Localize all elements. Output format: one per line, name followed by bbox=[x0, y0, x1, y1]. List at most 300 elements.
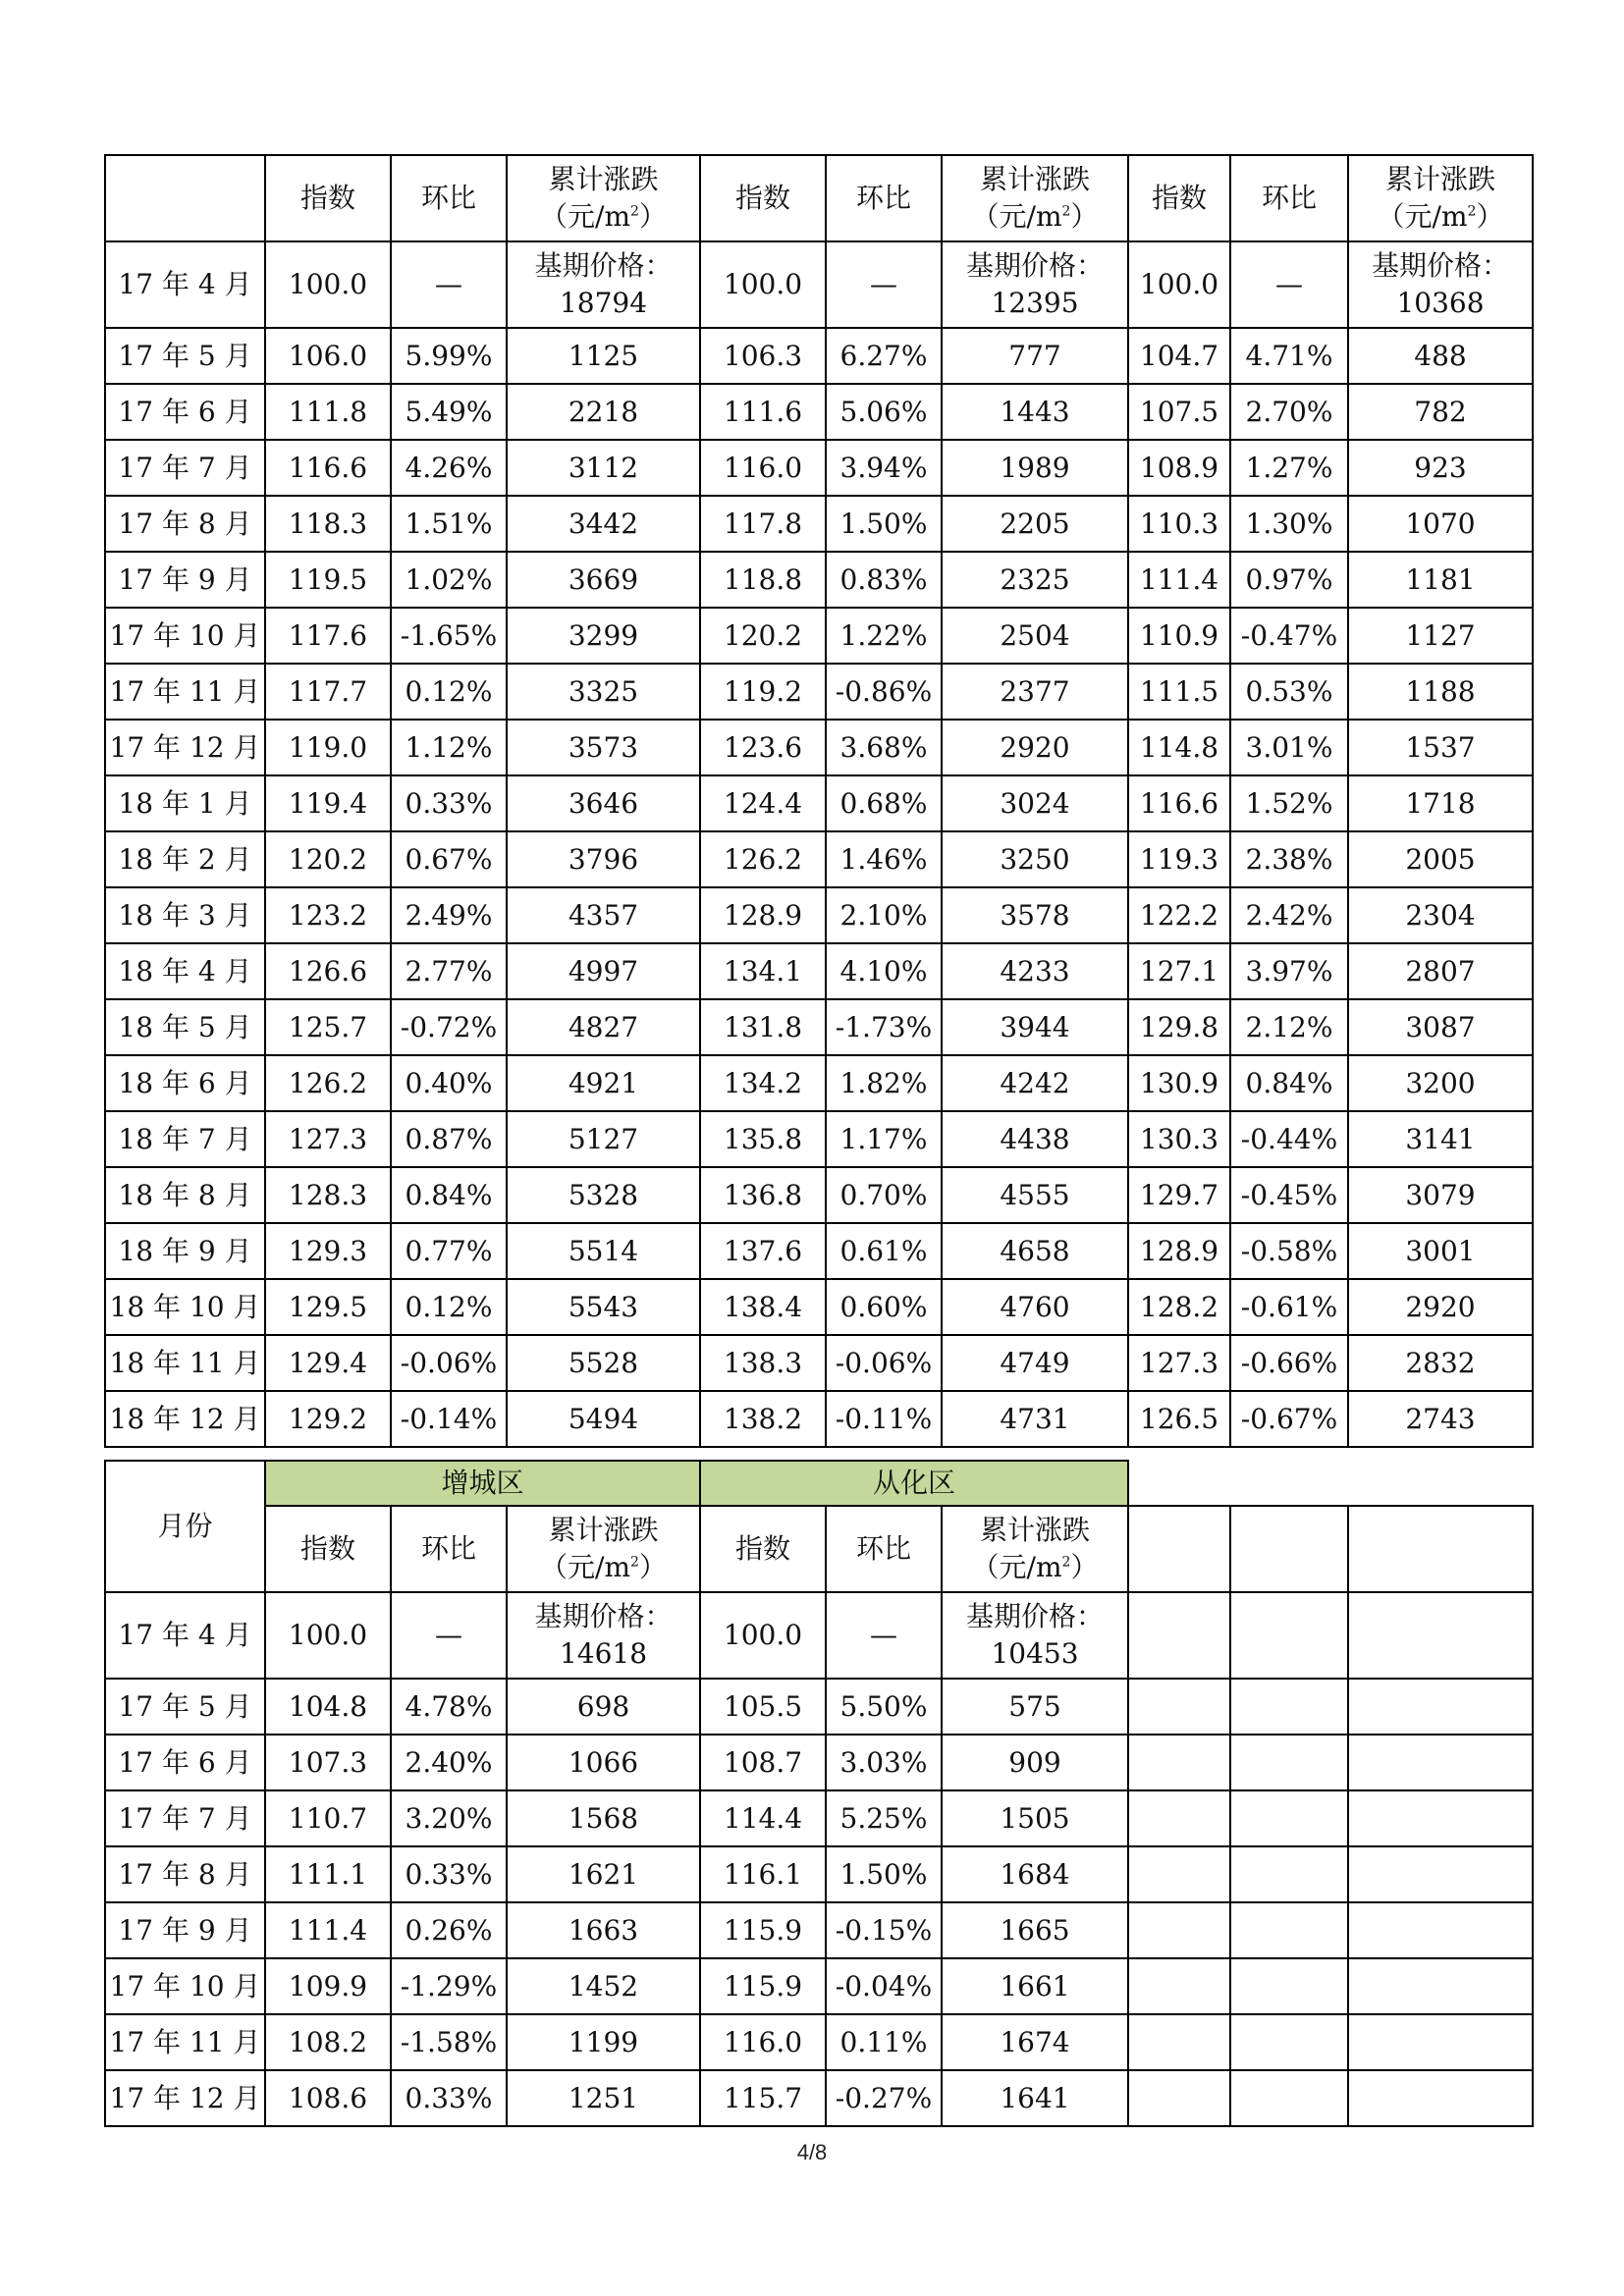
index-cell: 135.8 bbox=[700, 1111, 826, 1167]
table-row bbox=[105, 1902, 1533, 1958]
empty-cell bbox=[1348, 1735, 1533, 1790]
page-number: 4/8 bbox=[796, 2140, 828, 2164]
col-header-mom: 环比 bbox=[1230, 155, 1348, 241]
mom-cell: -0.06% bbox=[391, 1335, 507, 1391]
table-row bbox=[105, 831, 1533, 887]
table-row bbox=[105, 1167, 1533, 1223]
month-cell: 18 年 1 月 bbox=[105, 775, 265, 831]
index-cell: 118.3 bbox=[265, 496, 391, 552]
table-row bbox=[105, 384, 1533, 440]
cumulative-cell: 1684 bbox=[942, 1846, 1128, 1902]
cumulative-label: 累计涨跌 bbox=[979, 163, 1090, 195]
index-cell: 100.0 bbox=[265, 241, 391, 328]
index-cell: 126.5 bbox=[1128, 1391, 1230, 1447]
empty-cell bbox=[1128, 1902, 1230, 1958]
mom-cell: 0.84% bbox=[391, 1167, 507, 1223]
mom-cell: 1.22% bbox=[826, 608, 942, 664]
index-cell: 120.2 bbox=[700, 608, 826, 664]
col-header-mom: 环比 bbox=[391, 155, 507, 241]
cumulative-cell: 3573 bbox=[507, 720, 700, 775]
table-row bbox=[105, 1335, 1533, 1391]
cumulative-cell: 3001 bbox=[1348, 1223, 1533, 1279]
table-row bbox=[105, 1958, 1533, 2014]
empty-cell bbox=[1128, 2070, 1230, 2126]
mom-cell: 1.12% bbox=[391, 720, 507, 775]
col-header-index: 指数 bbox=[265, 1506, 391, 1592]
mom-cell: 3.20% bbox=[391, 1790, 507, 1846]
mom-cell: -0.11% bbox=[826, 1391, 942, 1447]
index-cell: 119.0 bbox=[265, 720, 391, 775]
mom-cell: 0.33% bbox=[391, 775, 507, 831]
mom-cell: — bbox=[826, 1592, 942, 1679]
cumulative-cell: 1989 bbox=[942, 440, 1128, 496]
unit-sup: 2 bbox=[630, 1554, 639, 1571]
index-cell: 117.8 bbox=[700, 496, 826, 552]
mom-cell: -0.72% bbox=[391, 999, 507, 1055]
month-cell: 17 年 12 月 bbox=[105, 720, 265, 775]
index-cell: 111.6 bbox=[700, 384, 826, 440]
cumulative-cell: 1125 bbox=[507, 328, 700, 384]
index-cell: 129.5 bbox=[265, 1279, 391, 1335]
cumulative-cell: 2920 bbox=[1348, 1279, 1533, 1335]
empty-cell bbox=[1128, 1790, 1230, 1846]
mom-cell: 5.49% bbox=[391, 384, 507, 440]
mom-cell: -0.47% bbox=[1230, 608, 1348, 664]
empty-cell bbox=[1230, 1958, 1348, 2014]
cumulative-cell: 1505 bbox=[942, 1790, 1128, 1846]
mom-cell: 4.78% bbox=[391, 1679, 507, 1735]
mom-cell: 5.99% bbox=[391, 328, 507, 384]
cumulative-cell: 1066 bbox=[507, 1735, 700, 1790]
cumulative-cell: 777 bbox=[942, 328, 1128, 384]
empty-cell bbox=[1230, 2070, 1348, 2126]
index-cell: 119.2 bbox=[700, 664, 826, 720]
cumulative-cell: 3024 bbox=[942, 775, 1128, 831]
unit-sup: 2 bbox=[1061, 1554, 1071, 1571]
cumulative-cell: 2807 bbox=[1348, 943, 1533, 999]
table-row bbox=[105, 608, 1533, 664]
mom-cell: 0.68% bbox=[826, 775, 942, 831]
mom-cell: 3.01% bbox=[1230, 720, 1348, 775]
cumulative-cell: 1452 bbox=[507, 1958, 700, 2014]
empty-cell bbox=[1230, 1679, 1348, 1735]
mom-cell: 0.77% bbox=[391, 1223, 507, 1279]
mom-cell: -0.67% bbox=[1230, 1391, 1348, 1447]
index-cell: 111.8 bbox=[265, 384, 391, 440]
index-cell: 116.1 bbox=[700, 1846, 826, 1902]
mom-cell: 0.84% bbox=[1230, 1055, 1348, 1111]
month-cell: 17 年 4 月 bbox=[105, 1592, 265, 1679]
month-cell: 17 年 4 月 bbox=[105, 241, 265, 328]
index-cell: 108.9 bbox=[1128, 440, 1230, 496]
mom-cell: 2.42% bbox=[1230, 887, 1348, 943]
district-header: 增城区 bbox=[265, 1461, 700, 1506]
cumulative-cell: 4827 bbox=[507, 999, 700, 1055]
cumulative-cell: 5328 bbox=[507, 1167, 700, 1223]
month-cell: 17 年 5 月 bbox=[105, 1679, 265, 1735]
table-row bbox=[105, 496, 1533, 552]
empty-cell bbox=[1128, 1958, 1230, 2014]
cumulative-cell: 4233 bbox=[942, 943, 1128, 999]
mom-cell: 2.10% bbox=[826, 887, 942, 943]
mom-cell: 2.38% bbox=[1230, 831, 1348, 887]
col-header-cumulative bbox=[507, 1506, 700, 1592]
base-price-label: 基期价格： bbox=[534, 1600, 673, 1632]
month-cell: 17 年 11 月 bbox=[105, 2014, 265, 2070]
cumulative-cell: 1199 bbox=[507, 2014, 700, 2070]
table-row bbox=[105, 720, 1533, 775]
cumulative-cell: 4731 bbox=[942, 1391, 1128, 1447]
price-index-table-2 bbox=[104, 1460, 1534, 2127]
index-cell: 126.2 bbox=[700, 831, 826, 887]
month-cell: 17 年 10 月 bbox=[105, 608, 265, 664]
base-price-value: 12395 bbox=[991, 287, 1079, 319]
index-cell: 122.2 bbox=[1128, 887, 1230, 943]
index-cell: 109.9 bbox=[265, 1958, 391, 2014]
unit-close: ） bbox=[638, 200, 667, 233]
table-row bbox=[105, 887, 1533, 943]
cumulative-cell: 3200 bbox=[1348, 1055, 1533, 1111]
table-row-base bbox=[105, 241, 1533, 328]
col-header-index: 指数 bbox=[265, 155, 391, 241]
cumulative-cell: 1537 bbox=[1348, 720, 1533, 775]
base-price-label: 基期价格： bbox=[965, 1600, 1104, 1632]
mom-cell: -0.86% bbox=[826, 664, 942, 720]
empty-cell bbox=[1348, 1679, 1533, 1735]
month-cell: 18 年 6 月 bbox=[105, 1055, 265, 1111]
empty-cell bbox=[1230, 1902, 1348, 1958]
col-header-cumulative bbox=[942, 1506, 1128, 1592]
cumulative-label: 累计涨跌 bbox=[548, 1514, 659, 1546]
base-price-value: 14618 bbox=[559, 1637, 648, 1670]
mom-cell: 0.61% bbox=[826, 1223, 942, 1279]
base-price-value: 10453 bbox=[991, 1637, 1079, 1670]
cumulative-cell: 1127 bbox=[1348, 608, 1533, 664]
month-cell: 17 年 7 月 bbox=[105, 1790, 265, 1846]
base-price-cell bbox=[942, 1592, 1128, 1679]
empty-cell bbox=[1230, 2014, 1348, 2070]
index-cell: 126.6 bbox=[265, 943, 391, 999]
empty-cell bbox=[1128, 2014, 1230, 2070]
mom-cell: -0.44% bbox=[1230, 1111, 1348, 1167]
cumulative-cell: 3087 bbox=[1348, 999, 1533, 1055]
cumulative-cell: 3325 bbox=[507, 664, 700, 720]
cumulative-label: 累计涨跌 bbox=[979, 1514, 1090, 1546]
index-cell: 119.3 bbox=[1128, 831, 1230, 887]
month-cell: 18 年 12 月 bbox=[105, 1391, 265, 1447]
month-cell: 18 年 2 月 bbox=[105, 831, 265, 887]
cumulative-cell: 1188 bbox=[1348, 664, 1533, 720]
index-cell: 117.7 bbox=[265, 664, 391, 720]
mom-cell: 0.26% bbox=[391, 1902, 507, 1958]
empty-cell bbox=[1348, 1902, 1533, 1958]
index-cell: 129.7 bbox=[1128, 1167, 1230, 1223]
cumulative-cell: 4749 bbox=[942, 1335, 1128, 1391]
month-cell: 17 年 10 月 bbox=[105, 1958, 265, 2014]
table-row bbox=[105, 999, 1533, 1055]
base-price-cell bbox=[507, 1592, 700, 1679]
mom-cell: 0.67% bbox=[391, 831, 507, 887]
mom-cell: 4.26% bbox=[391, 440, 507, 496]
cumulative-cell: 1661 bbox=[942, 1958, 1128, 2014]
cumulative-cell: 1674 bbox=[942, 2014, 1128, 2070]
table-row bbox=[105, 775, 1533, 831]
index-cell: 111.5 bbox=[1128, 664, 1230, 720]
empty-cell bbox=[1230, 1790, 1348, 1846]
cumulative-cell: 4760 bbox=[942, 1279, 1128, 1335]
cumulative-cell: 4658 bbox=[942, 1223, 1128, 1279]
month-cell: 18 年 5 月 bbox=[105, 999, 265, 1055]
mom-cell: 1.50% bbox=[826, 1846, 942, 1902]
empty-cell bbox=[1128, 1461, 1533, 1506]
month-cell: 18 年 9 月 bbox=[105, 1223, 265, 1279]
index-cell: 100.0 bbox=[700, 241, 826, 328]
mom-cell: 0.87% bbox=[391, 1111, 507, 1167]
month-cell: 18 年 8 月 bbox=[105, 1167, 265, 1223]
index-cell: 129.3 bbox=[265, 1223, 391, 1279]
index-cell: 108.7 bbox=[700, 1735, 826, 1790]
index-cell: 115.9 bbox=[700, 1902, 826, 1958]
month-cell: 17 年 8 月 bbox=[105, 1846, 265, 1902]
table-row bbox=[105, 1055, 1533, 1111]
month-cell: 17 年 11 月 bbox=[105, 664, 265, 720]
month-cell: 18 年 11 月 bbox=[105, 1335, 265, 1391]
mom-cell: 1.17% bbox=[826, 1111, 942, 1167]
cumulative-cell: 1443 bbox=[942, 384, 1128, 440]
index-cell: 100.0 bbox=[265, 1592, 391, 1679]
empty-cell bbox=[1128, 1506, 1230, 1592]
mom-cell: 2.40% bbox=[391, 1735, 507, 1790]
cumulative-cell: 5543 bbox=[507, 1279, 700, 1335]
cumulative-cell: 5127 bbox=[507, 1111, 700, 1167]
base-price-label: 基期价格： bbox=[1371, 249, 1509, 282]
index-cell: 110.9 bbox=[1128, 608, 1230, 664]
cumulative-cell: 3442 bbox=[507, 496, 700, 552]
mom-cell: -0.15% bbox=[826, 1902, 942, 1958]
table-row bbox=[105, 2014, 1533, 2070]
empty-cell bbox=[1348, 1592, 1533, 1679]
mom-cell: 0.70% bbox=[826, 1167, 942, 1223]
col-header-mom: 环比 bbox=[826, 155, 942, 241]
cumulative-cell: 909 bbox=[942, 1735, 1128, 1790]
cumulative-cell: 2832 bbox=[1348, 1335, 1533, 1391]
mom-cell: — bbox=[1230, 241, 1348, 328]
mom-cell: — bbox=[391, 1592, 507, 1679]
col-header-index: 指数 bbox=[1128, 155, 1230, 241]
cumulative-cell: 2920 bbox=[942, 720, 1128, 775]
empty-cell bbox=[1348, 2014, 1533, 2070]
mom-cell: 1.02% bbox=[391, 552, 507, 608]
mom-cell: 0.33% bbox=[391, 2070, 507, 2126]
mom-cell: 2.77% bbox=[391, 943, 507, 999]
unit-sup: 2 bbox=[1467, 203, 1477, 220]
cumulative-cell: 3646 bbox=[507, 775, 700, 831]
index-cell: 116.6 bbox=[1128, 775, 1230, 831]
unit-open: （元/m bbox=[540, 200, 631, 233]
cumulative-cell: 2218 bbox=[507, 384, 700, 440]
district-row bbox=[105, 1461, 1533, 1506]
mom-cell: 2.12% bbox=[1230, 999, 1348, 1055]
unit-open: （元/m bbox=[1377, 200, 1468, 233]
index-cell: 106.3 bbox=[700, 328, 826, 384]
cumulative-cell: 2325 bbox=[942, 552, 1128, 608]
mom-cell: -1.58% bbox=[391, 2014, 507, 2070]
mom-cell: -0.61% bbox=[1230, 1279, 1348, 1335]
index-cell: 110.3 bbox=[1128, 496, 1230, 552]
index-cell: 104.8 bbox=[265, 1679, 391, 1735]
index-cell: 127.3 bbox=[265, 1111, 391, 1167]
mom-cell: 5.25% bbox=[826, 1790, 942, 1846]
mom-cell: 1.27% bbox=[1230, 440, 1348, 496]
index-cell: 126.2 bbox=[265, 1055, 391, 1111]
index-cell: 128.9 bbox=[700, 887, 826, 943]
index-cell: 106.0 bbox=[265, 328, 391, 384]
unit-close: ） bbox=[638, 1551, 667, 1583]
mom-cell: 0.83% bbox=[826, 552, 942, 608]
mom-cell: -0.45% bbox=[1230, 1167, 1348, 1223]
month-cell: 17 年 8 月 bbox=[105, 496, 265, 552]
index-cell: 127.1 bbox=[1128, 943, 1230, 999]
table-row bbox=[105, 328, 1533, 384]
index-cell: 128.3 bbox=[265, 1167, 391, 1223]
table-row bbox=[105, 1111, 1533, 1167]
index-cell: 111.4 bbox=[265, 1902, 391, 1958]
cumulative-cell: 1621 bbox=[507, 1846, 700, 1902]
district-header: 从化区 bbox=[700, 1461, 1128, 1506]
mom-cell: 1.52% bbox=[1230, 775, 1348, 831]
empty-cell bbox=[1128, 1679, 1230, 1735]
empty-cell bbox=[1348, 1790, 1533, 1846]
cumulative-cell: 4357 bbox=[507, 887, 700, 943]
col-header-cumulative bbox=[1348, 155, 1533, 241]
mom-cell: 0.33% bbox=[391, 1846, 507, 1902]
mom-cell: -1.73% bbox=[826, 999, 942, 1055]
corner-cell bbox=[105, 155, 265, 241]
empty-cell bbox=[1230, 1735, 1348, 1790]
index-cell: 134.2 bbox=[700, 1055, 826, 1111]
mom-cell: -0.14% bbox=[391, 1391, 507, 1447]
index-cell: 111.1 bbox=[265, 1846, 391, 1902]
index-cell: 117.6 bbox=[265, 608, 391, 664]
mom-cell: 0.97% bbox=[1230, 552, 1348, 608]
mom-cell: 2.70% bbox=[1230, 384, 1348, 440]
index-cell: 123.6 bbox=[700, 720, 826, 775]
cumulative-cell: 2005 bbox=[1348, 831, 1533, 887]
empty-cell bbox=[1348, 2070, 1533, 2126]
month-cell: 18 年 10 月 bbox=[105, 1279, 265, 1335]
cumulative-cell: 4242 bbox=[942, 1055, 1128, 1111]
header-row bbox=[105, 1506, 1533, 1592]
table-row bbox=[105, 1223, 1533, 1279]
mom-cell: 1.82% bbox=[826, 1055, 942, 1111]
month-cell: 17 年 9 月 bbox=[105, 552, 265, 608]
index-cell: 128.2 bbox=[1128, 1279, 1230, 1335]
index-cell: 124.4 bbox=[700, 775, 826, 831]
col-header-index: 指数 bbox=[700, 1506, 826, 1592]
month-cell: 17 年 6 月 bbox=[105, 384, 265, 440]
cumulative-cell: 698 bbox=[507, 1679, 700, 1735]
cumulative-cell: 575 bbox=[942, 1679, 1128, 1735]
table-row bbox=[105, 440, 1533, 496]
table-row-base bbox=[105, 1592, 1533, 1679]
table-row bbox=[105, 552, 1533, 608]
empty-cell bbox=[1230, 1592, 1348, 1679]
index-cell: 134.1 bbox=[700, 943, 826, 999]
mom-cell: — bbox=[391, 241, 507, 328]
mom-cell: 3.94% bbox=[826, 440, 942, 496]
index-cell: 100.0 bbox=[700, 1592, 826, 1679]
cumulative-cell: 3796 bbox=[507, 831, 700, 887]
index-cell: 108.2 bbox=[265, 2014, 391, 2070]
cumulative-cell: 4921 bbox=[507, 1055, 700, 1111]
empty-cell bbox=[1230, 1506, 1348, 1592]
cumulative-cell: 3669 bbox=[507, 552, 700, 608]
cumulative-cell: 4438 bbox=[942, 1111, 1128, 1167]
cumulative-cell: 1665 bbox=[942, 1902, 1128, 1958]
cumulative-cell: 5494 bbox=[507, 1391, 700, 1447]
table-row bbox=[105, 943, 1533, 999]
unit-close: ） bbox=[1070, 200, 1099, 233]
mom-cell: -1.29% bbox=[391, 1958, 507, 2014]
index-cell: 104.7 bbox=[1128, 328, 1230, 384]
header-row bbox=[105, 155, 1533, 241]
month-cell: 17 年 12 月 bbox=[105, 2070, 265, 2126]
cumulative-cell: 5528 bbox=[507, 1335, 700, 1391]
base-price-cell bbox=[507, 241, 700, 328]
index-cell: 114.8 bbox=[1128, 720, 1230, 775]
month-cell: 17 年 9 月 bbox=[105, 1902, 265, 1958]
month-cell: 17 年 7 月 bbox=[105, 440, 265, 496]
cumulative-cell: 3141 bbox=[1348, 1111, 1533, 1167]
table-row bbox=[105, 1846, 1533, 1902]
cumulative-cell: 1718 bbox=[1348, 775, 1533, 831]
empty-cell bbox=[1348, 1958, 1533, 2014]
table-row bbox=[105, 1279, 1533, 1335]
index-cell: 111.4 bbox=[1128, 552, 1230, 608]
unit-open: （元/m bbox=[971, 1551, 1062, 1583]
cumulative-cell: 2377 bbox=[942, 664, 1128, 720]
unit-sup: 2 bbox=[1061, 203, 1071, 220]
index-cell: 116.0 bbox=[700, 440, 826, 496]
unit-open: （元/m bbox=[540, 1551, 631, 1583]
mom-cell: 3.68% bbox=[826, 720, 942, 775]
col-header-cumulative bbox=[942, 155, 1128, 241]
base-price-cell bbox=[1348, 241, 1533, 328]
col-header-index: 指数 bbox=[700, 155, 826, 241]
cumulative-cell: 3079 bbox=[1348, 1167, 1533, 1223]
mom-cell: 5.50% bbox=[826, 1679, 942, 1735]
index-cell: 130.9 bbox=[1128, 1055, 1230, 1111]
col-header-cumulative bbox=[507, 155, 700, 241]
index-cell: 120.2 bbox=[265, 831, 391, 887]
price-index-table-1 bbox=[104, 154, 1534, 1448]
cumulative-cell: 1641 bbox=[942, 2070, 1128, 2126]
index-cell: 130.3 bbox=[1128, 1111, 1230, 1167]
cumulative-cell: 2504 bbox=[942, 608, 1128, 664]
index-cell: 107.5 bbox=[1128, 384, 1230, 440]
index-cell: 110.7 bbox=[265, 1790, 391, 1846]
mom-cell: 1.46% bbox=[826, 831, 942, 887]
mom-cell: 1.51% bbox=[391, 496, 507, 552]
index-cell: 118.8 bbox=[700, 552, 826, 608]
index-cell: 138.4 bbox=[700, 1279, 826, 1335]
index-cell: 119.5 bbox=[265, 552, 391, 608]
mom-cell: 3.03% bbox=[826, 1735, 942, 1790]
unit-close: ） bbox=[1476, 200, 1504, 233]
index-cell: 128.9 bbox=[1128, 1223, 1230, 1279]
index-cell: 100.0 bbox=[1128, 241, 1230, 328]
mom-cell: 1.50% bbox=[826, 496, 942, 552]
